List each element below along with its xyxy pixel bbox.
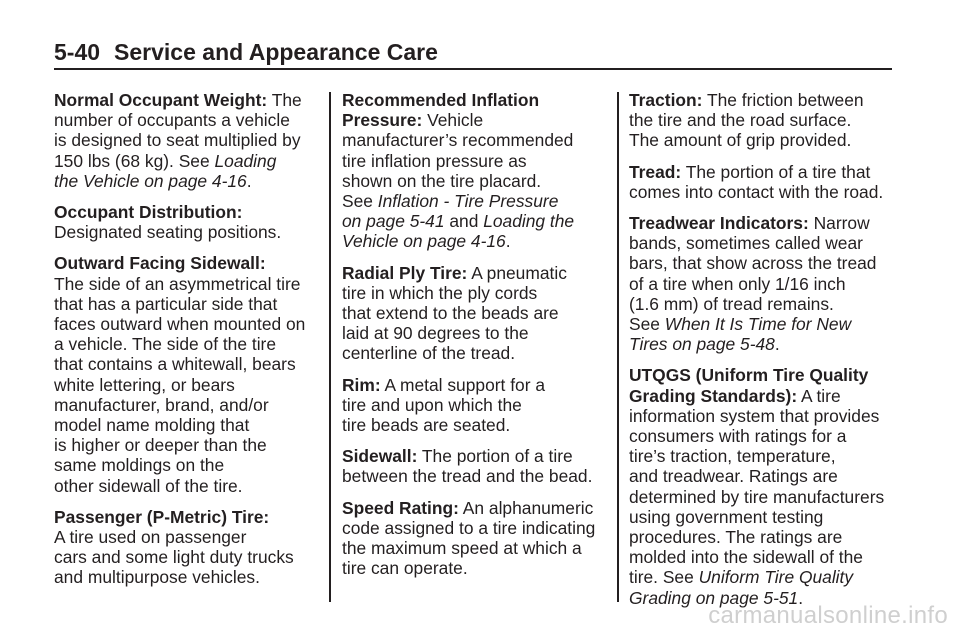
entry-line xyxy=(54,395,320,415)
glossary-entry xyxy=(342,263,610,364)
cross-reference: Tires on page 5-48 xyxy=(629,334,775,355)
entry-line xyxy=(342,151,610,171)
glossary-entry xyxy=(342,90,610,252)
cross-reference: Vehicle on page 4-16 xyxy=(342,231,506,252)
glossary-term: Tread: xyxy=(629,161,682,182)
definition-text: The amount of grip provided. xyxy=(629,130,852,151)
definition-text: The friction between xyxy=(702,90,864,110)
definition-text: that extend to the beads are xyxy=(342,303,559,324)
definition-text: cars and some light duty trucks xyxy=(54,547,294,568)
entry-line xyxy=(342,538,610,558)
entry-line xyxy=(629,182,897,202)
definition-text: Narrow xyxy=(808,213,870,234)
glossary-term: Traction: xyxy=(629,90,703,110)
section-title: Service and Appearance Care xyxy=(114,39,438,65)
entry-line xyxy=(342,191,610,211)
definition-text: A tire used on passenger xyxy=(54,527,247,548)
definition-text: The side of an asymmetrical tire xyxy=(54,273,301,294)
entry-line xyxy=(54,314,320,334)
entry-line xyxy=(342,171,610,191)
entry-line xyxy=(54,415,320,435)
entry-line xyxy=(54,90,320,110)
definition-text: . xyxy=(774,334,780,355)
definition-text: (1.6 mm) of tread remains. xyxy=(629,293,834,314)
entry-line xyxy=(342,375,610,395)
entry-line xyxy=(629,426,897,446)
entry-line xyxy=(342,90,610,110)
entry-line xyxy=(342,110,610,130)
definition-text: . xyxy=(798,587,804,608)
definition-text: laid at 90 degrees to the xyxy=(342,323,529,344)
glossary-term: Rim: xyxy=(342,374,381,395)
entry-line xyxy=(342,130,610,150)
glossary-term: Treadwear Indicators: xyxy=(629,213,809,234)
header-rule xyxy=(54,68,892,70)
definition-text: manufacturer’s recommended xyxy=(342,130,574,151)
entry-line xyxy=(629,406,897,426)
definition-text: model name molding that xyxy=(54,415,250,436)
definition-text: tire can operate. xyxy=(342,558,468,579)
entry-line xyxy=(629,507,897,527)
entry-line xyxy=(629,547,897,567)
definition-text: information system that provides xyxy=(629,405,880,426)
glossary-entry xyxy=(629,90,897,151)
entry-line xyxy=(342,343,610,363)
entry-line xyxy=(342,498,610,518)
entry-line xyxy=(629,487,897,507)
definition-text: tire beads are seated. xyxy=(342,415,511,436)
entry-line xyxy=(54,130,320,150)
definition-text: faces outward when mounted on xyxy=(54,314,306,335)
glossary-entry xyxy=(629,365,897,607)
entry-line xyxy=(629,162,897,182)
definition-text: The portion of a tire that xyxy=(681,161,871,182)
entry-line xyxy=(629,567,897,587)
definition-text: the tire and the road surface. xyxy=(629,110,852,131)
glossary-term: Occupant Distribution: xyxy=(54,202,243,223)
glossary-entry xyxy=(342,375,610,436)
entry-line xyxy=(54,253,320,273)
page-header xyxy=(54,38,892,66)
definition-text: tire inflation pressure as xyxy=(342,150,527,171)
entry-line xyxy=(629,110,897,130)
glossary-term: Passenger (P-Metric) Tire: xyxy=(54,506,270,527)
definition-text: See xyxy=(629,314,665,335)
entry-line xyxy=(54,334,320,354)
definition-text: bands, sometimes called wear xyxy=(629,233,863,254)
entry-line xyxy=(629,233,897,253)
definition-text: shown on the tire placard. xyxy=(342,170,542,191)
entry-line xyxy=(54,110,320,130)
glossary-term: Grading Standards): xyxy=(629,385,798,406)
definition-text: other sidewall of the tire. xyxy=(54,475,243,496)
entry-line xyxy=(54,435,320,455)
definition-text: procedures. The ratings are xyxy=(629,527,843,548)
entry-line xyxy=(629,386,897,406)
entry-line xyxy=(54,354,320,374)
entry-line xyxy=(342,518,610,538)
entry-line xyxy=(54,274,320,294)
definition-text: of a tire when only 1/16 inch xyxy=(629,273,846,294)
entry-line xyxy=(342,558,610,578)
entry-line xyxy=(629,253,897,273)
definition-text: tire and upon which the xyxy=(342,394,522,415)
cross-reference: Grading on page 5-51 xyxy=(629,587,799,608)
glossary-column-2 xyxy=(342,90,610,589)
glossary-entry xyxy=(342,498,610,579)
definition-text: A pneumatic xyxy=(467,262,567,283)
definition-text: the maximum speed at which a xyxy=(342,538,582,559)
watermark: carmanualsonline.info xyxy=(708,602,948,629)
definition-text: number of occupants a vehicle xyxy=(54,110,290,131)
glossary-term: Normal Occupant Weight: xyxy=(54,90,268,110)
definition-text: same moldings on the xyxy=(54,455,225,476)
definition-text: a vehicle. The side of the tire xyxy=(54,334,277,355)
definition-text: code assigned to a tire indicating xyxy=(342,517,596,538)
cross-reference: on page 5-41 xyxy=(342,211,445,232)
definition-text: Designated seating positions. xyxy=(54,222,282,243)
entry-line xyxy=(54,567,320,587)
glossary-term: Outward Facing Sidewall: xyxy=(54,253,266,274)
entry-line xyxy=(54,294,320,314)
definition-text: determined by tire manufacturers xyxy=(629,486,885,507)
entry-line xyxy=(342,303,610,323)
definition-text: tire’s traction, temperature, xyxy=(629,446,836,467)
definition-text: An alphanumeric xyxy=(458,497,594,518)
definition-text: A tire xyxy=(797,385,841,406)
glossary-term: Speed Rating: xyxy=(342,497,459,518)
entry-line xyxy=(629,90,897,110)
cross-reference: Loading xyxy=(214,150,277,171)
entry-line xyxy=(54,202,320,222)
entry-line xyxy=(629,527,897,547)
definition-text: is designed to seat multiplied by xyxy=(54,130,301,151)
entry-line xyxy=(629,334,897,354)
entry-line xyxy=(54,527,320,547)
entry-line xyxy=(342,231,610,251)
glossary-term: Radial Ply Tire: xyxy=(342,262,468,283)
definition-text: . xyxy=(505,231,511,252)
definition-text: and treadwear. Ratings are xyxy=(629,466,838,487)
cross-reference: Loading the xyxy=(483,211,575,232)
cross-reference: When It Is Time for New xyxy=(664,314,852,335)
glossary-entry xyxy=(629,162,897,202)
entry-line xyxy=(629,466,897,486)
cross-reference: Inflation - Tire Pressure xyxy=(377,191,559,212)
entry-line xyxy=(629,130,897,150)
entry-line xyxy=(54,547,320,567)
glossary-term: UTQGS (Uniform Tire Quality xyxy=(629,365,869,386)
definition-text: A metal support for a xyxy=(380,374,545,395)
entry-line xyxy=(629,274,897,294)
glossary-entry xyxy=(54,253,320,495)
entry-line xyxy=(342,283,610,303)
entry-line xyxy=(342,211,610,231)
glossary-entry xyxy=(342,446,610,486)
entry-line xyxy=(342,415,610,435)
column-divider-2 xyxy=(617,92,619,602)
definition-text: manufacturer, brand, and/or xyxy=(54,394,269,415)
glossary-entry xyxy=(629,213,897,354)
glossary-term: Recommended Inflation xyxy=(342,90,540,110)
page-number: 5-40 xyxy=(54,39,101,65)
entry-line xyxy=(54,171,320,191)
cross-reference: Uniform Tire Quality xyxy=(698,567,854,588)
entry-line xyxy=(342,323,610,343)
definition-text: The portion of a tire xyxy=(417,446,573,467)
definition-text: See xyxy=(342,191,378,212)
definition-text: white lettering, or bears xyxy=(54,374,235,395)
definition-text: and xyxy=(444,211,484,232)
entry-line xyxy=(54,507,320,527)
definition-text: between the tread and the bead. xyxy=(342,466,593,487)
definition-text: that has a particular side that xyxy=(54,293,278,314)
entry-line xyxy=(629,294,897,314)
definition-text: consumers with ratings for a xyxy=(629,426,847,447)
entry-line xyxy=(54,222,320,242)
definition-text: is higher or deeper than the xyxy=(54,435,267,456)
entry-line xyxy=(629,365,897,385)
entry-line xyxy=(629,213,897,233)
definition-text: comes into contact with the road. xyxy=(629,181,884,202)
glossary-term: Sidewall: xyxy=(342,446,418,467)
definition-text: 150 lbs (68 kg). See xyxy=(54,150,215,171)
cross-reference: the Vehicle on page 4-16 xyxy=(54,170,247,191)
definition-text: centerline of the tread. xyxy=(342,343,516,364)
entry-line xyxy=(342,395,610,415)
entry-line xyxy=(342,263,610,283)
definition-text: tire in which the ply cords xyxy=(342,282,538,303)
column-divider-1 xyxy=(329,92,331,602)
glossary-entry xyxy=(54,507,320,588)
entry-line xyxy=(54,455,320,475)
glossary-entry xyxy=(54,90,320,191)
glossary-column-3 xyxy=(629,90,897,619)
entry-line xyxy=(342,466,610,486)
definition-text: bars, that show across the tread xyxy=(629,253,877,274)
definition-text: . xyxy=(246,170,252,191)
entry-line xyxy=(629,314,897,334)
glossary-entry xyxy=(54,202,320,242)
entry-line xyxy=(54,375,320,395)
entry-line xyxy=(54,476,320,496)
definition-text: Vehicle xyxy=(422,110,484,131)
glossary-term: Pressure: xyxy=(342,110,423,131)
definition-text: and multipurpose vehicles. xyxy=(54,567,260,588)
glossary-column-1 xyxy=(54,90,320,599)
entry-line xyxy=(629,446,897,466)
definition-text: that contains a whitewall, bears xyxy=(54,354,296,375)
entry-line xyxy=(342,446,610,466)
definition-text: tire. See xyxy=(629,567,699,588)
definition-text: molded into the sidewall of the xyxy=(629,547,863,568)
definition-text: The xyxy=(267,90,302,110)
definition-text: using government testing xyxy=(629,506,824,527)
entry-line xyxy=(54,151,320,171)
